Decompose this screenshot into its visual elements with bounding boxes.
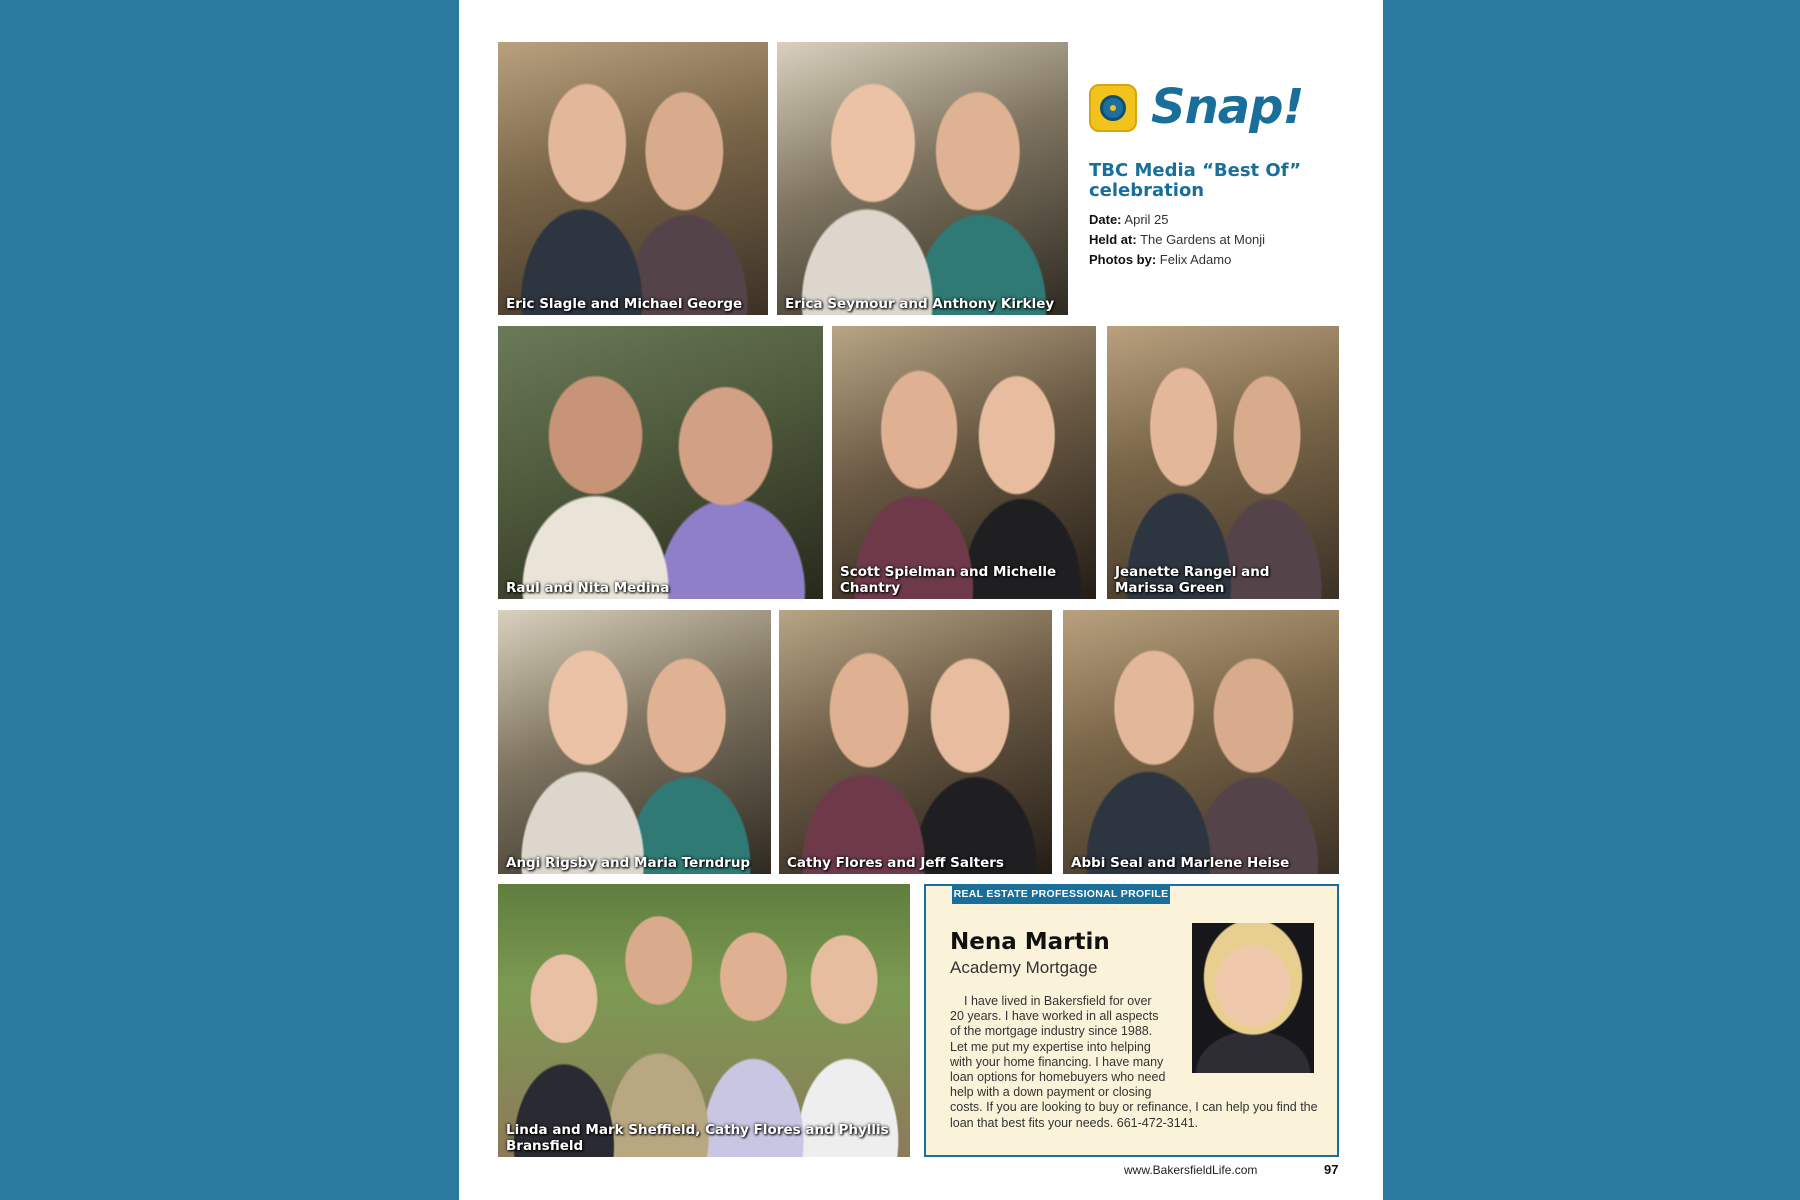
event-photographer [1089,252,1349,267]
event-venue [1089,232,1349,247]
photo-caption: Abbi Seal and Marlene Heise [1071,855,1290,871]
date-label: Date: [1089,212,1122,227]
profile-bio-block [950,994,1320,1131]
event-photo [498,884,910,1157]
photos-label: Photos by: [1089,252,1157,267]
photo-caption: Jeanette Rangel and Marissa Green [1115,564,1270,596]
profile-tag: REAL ESTATE PROFESSIONAL PROFILE [952,884,1170,904]
profile-bio: I have lived in Bakersfield for over 20 years. I have worked in all aspects of the mortgage industry since 1988. Let me put my expertise into helping with your home financing. I have many loan options for homebuyers who need help with a down payment or closing costs. If you are looking to buy or refinance, I can help you find the loan that best fits your needs. 661-472-3141. [950,994,1318,1130]
photo-caption: Erica Seymour and Anthony Kirkley [785,296,1055,312]
event-photo [498,326,823,599]
section-header [1089,79,1329,135]
event-photo [1107,326,1339,599]
photo-caption: Raul and Nita Medina [506,580,670,596]
photo-caption: Linda and Mark Sheffield, Cathy Flores and Phyllis Bransfield [506,1122,889,1154]
page-number: 97 [1324,1162,1339,1177]
held-label: Held at: [1089,232,1137,247]
event-photo [498,610,771,874]
date-value: April 25 [1124,212,1169,227]
camera-shutter-icon [1089,84,1137,132]
held-value: The Gardens at Monji [1140,232,1266,247]
event-photo [1063,610,1339,874]
footer-url: www.BakersfieldLife.com [1124,1163,1258,1177]
photo-caption: Eric Slagle and Michael George [506,296,743,312]
event-date [1089,212,1349,227]
photos-value: Felix Adamo [1159,252,1232,267]
photo-caption: Cathy Flores and Jeff Salters [787,855,1004,871]
photo-caption: Scott Spielman and Michelle Chantry [840,564,1057,596]
event-photo [777,42,1068,315]
event-photo [498,42,768,315]
photo-caption: Angi Rigsby and Maria Terndrup [506,855,751,871]
professional-profile [924,884,1339,1157]
profile-company: Academy Mortgage [950,958,1098,977]
event-photo [832,326,1096,599]
event-title: TBC Media “Best Of” celebration [1089,160,1302,201]
event-photo [779,610,1052,874]
section-title: Snap! [1151,79,1304,135]
profile-name: Nena Martin [950,929,1110,955]
